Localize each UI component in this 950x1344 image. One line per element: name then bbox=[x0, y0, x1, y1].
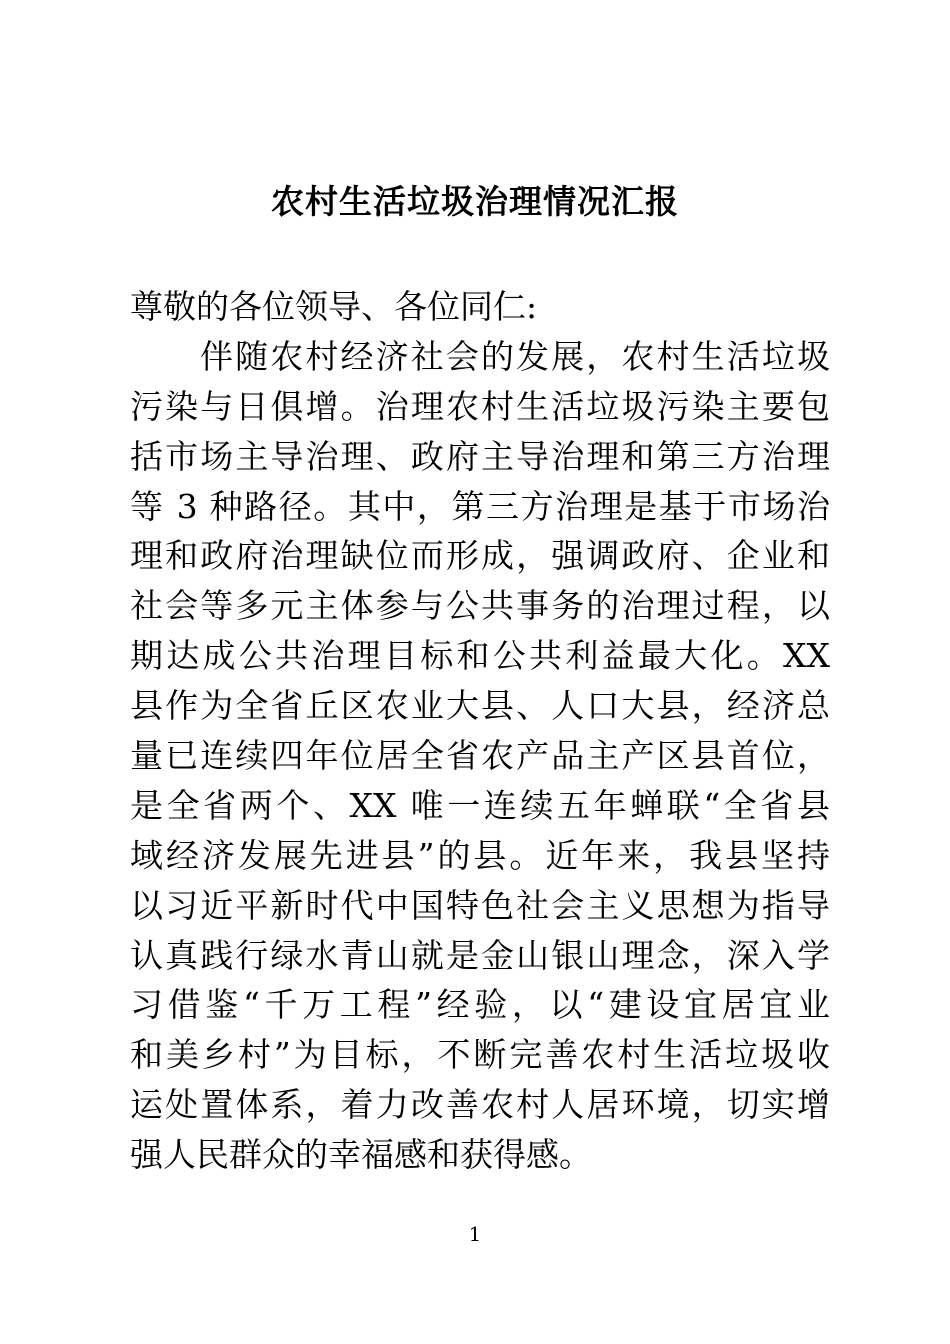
paragraph-line: 认真践行绿水青山就是金山银山理念，深入学 bbox=[130, 935, 830, 975]
paragraph-line: 运处置体系，着力改善农村人居环境，切实增 bbox=[130, 1085, 830, 1125]
paragraph-line: 县作为全省丘区农业大县、人口大县，经济总 bbox=[130, 686, 830, 726]
paragraph-line: 污染与日俱增。治理农村生活垃圾污染主要包 bbox=[130, 386, 830, 426]
salutation: 尊敬的各位领导、各位同仁: bbox=[130, 287, 538, 326]
paragraph-line: 括市场主导治理、政府主导治理和第三方治理 bbox=[130, 436, 830, 476]
paragraph-line: 和美乡村”为目标，不断完善农村生活垃圾收 bbox=[130, 1035, 830, 1075]
paragraph-line: 域经济发展先进县”的县。近年来，我县坚持 bbox=[130, 835, 830, 875]
page-number: 1 bbox=[468, 1222, 482, 1246]
paragraph-line: 伴随农村经济社会的发展，农村生活垃圾 bbox=[200, 336, 830, 376]
paragraph-line: 理和政府治理缺位而形成，强调政府、企业和 bbox=[130, 536, 830, 576]
paragraph-line: 等 3 种路径。其中，第三方治理是基于市场治 bbox=[130, 486, 830, 526]
paragraph-line: 是全省两个、XX 唯一连续五年蝉联“全省县 bbox=[130, 785, 830, 825]
document-body bbox=[130, 282, 830, 1180]
paragraph-line: 期达成公共治理目标和公共利益最大化。XX bbox=[130, 636, 830, 676]
paragraph-line: 习借鉴“千万工程”经验，以“建设宜居宜业 bbox=[130, 985, 830, 1025]
document-title: 农村生活垃圾治理情况汇报 bbox=[271, 182, 679, 221]
paragraph-line: 以习近平新时代中国特色社会主义思想为指导 bbox=[130, 885, 830, 925]
paragraph-line: 量已连续四年位居全省农产品主产区县首位， bbox=[130, 736, 830, 776]
paragraph-line: 强人民群众的幸福感和获得感。 bbox=[130, 1135, 592, 1175]
paragraph-line: 社会等多元主体参与公共事务的治理过程，以 bbox=[130, 586, 830, 626]
